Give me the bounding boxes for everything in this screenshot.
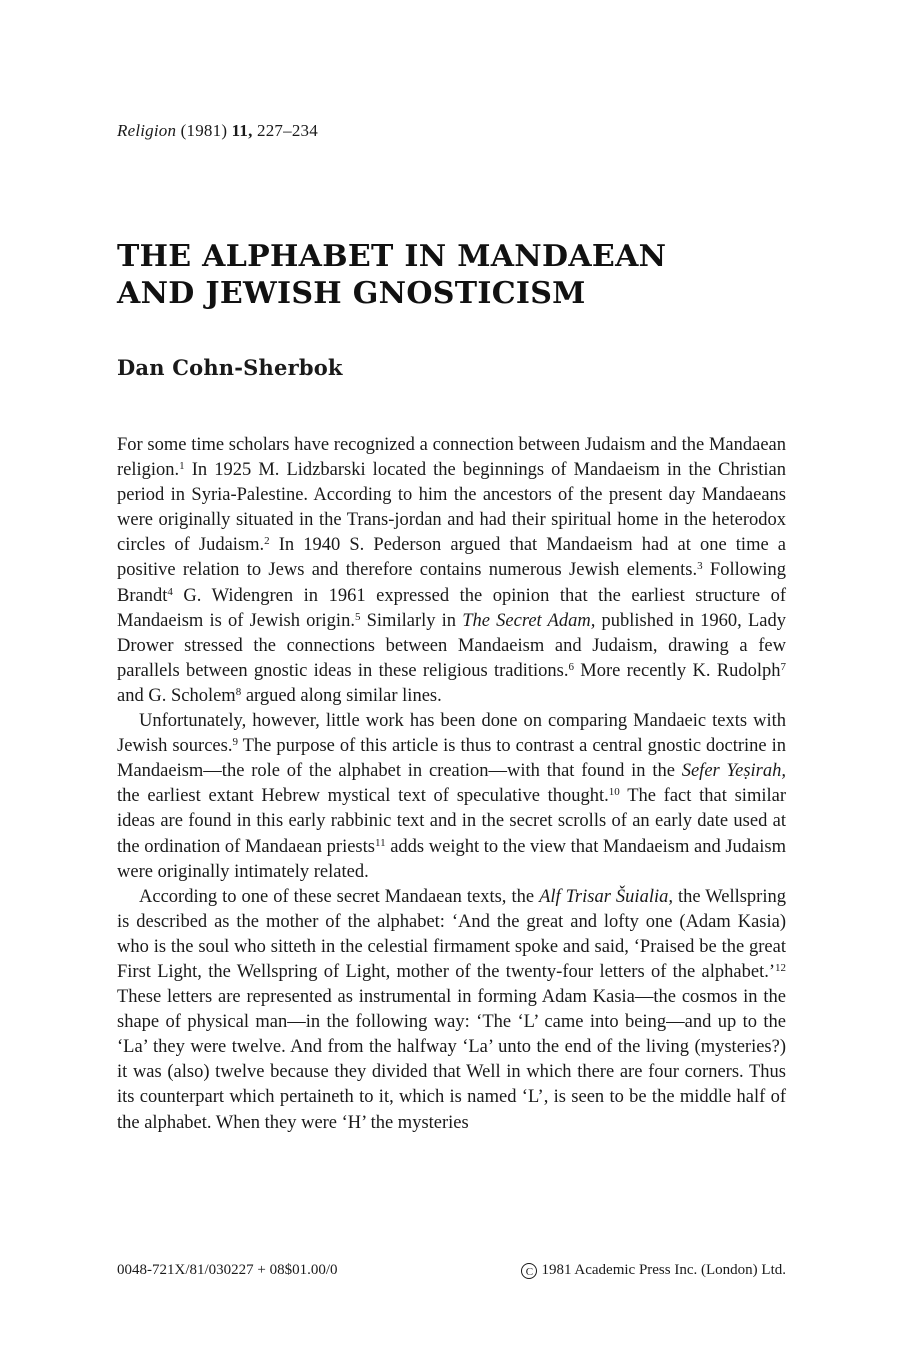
footnote-ref: 11 <box>374 836 386 849</box>
footnote-ref: 10 <box>608 786 620 799</box>
copyright-notice <box>521 1262 786 1279</box>
paragraph-3: According to one of these secret Mandaean texts, the Alf Trisar Šuialia, the Wellspring is described as the mother of the alphabet: ‘And the great and lofty one (Adam Kasia) who is the soul who sitteth in the celestial firmament spoke and said, ‘Praised be the great First Light, the Wellspring of Light, mother of the twenty-four letters of the alphabet.’$^{12}$ These letters are represented as instrumental in forming Adam Kasia—the cosmos in the shape of physical man—in the following way: ‘The ‘L’ came into being—and up to the ‘La’ they were twelve. And from the halfway ‘La’ unto the end of the living (mysteries?) it was (also) twelve because they divided that Well in which there are four corners. Thus its counterpart which pertaineth to it, which is named ‘L’, is seen to be the middle half of the alphabet. When they were ‘H’ the mysteries <box>117 886 786 1133</box>
book-title: The Secret Adam, <box>462 610 596 631</box>
book-title: Sefer Yeṣirah, <box>681 761 786 782</box>
book-title: Alf Trisar Šuialia, <box>539 886 673 907</box>
footnote-ref: 12 <box>775 961 786 974</box>
title-line-2: AND JEWISH GNOSTICISM <box>117 276 586 311</box>
journal-pages: 227–234 <box>257 121 318 140</box>
footnote-ref: 1 <box>179 460 185 473</box>
article-code: 0048-721X/81/030227 + 08$01.00/0 <box>117 1262 338 1278</box>
footnote-ref: 6 <box>568 660 574 673</box>
title-line-1: THE ALPHABET IN MANDAEAN <box>117 239 667 274</box>
footnote-ref: 9 <box>232 736 238 749</box>
footnote-ref: 8 <box>235 685 242 698</box>
journal-citation <box>117 121 318 141</box>
page-footer <box>117 1262 786 1279</box>
copyright-text: 1981 Academic Press Inc. (London) Ltd. <box>541 1262 786 1278</box>
footnote-ref: 3 <box>697 560 703 573</box>
paragraph-1: For some time scholars have recognized a connection between Judaism and the Mandaean religion.$^1$ In 1925 M. Lidzbarski located the beginnings of Mandaeism in the Christian period in Syria-Palestine. According to him the ancestors of the present day Mandaeans were originally situated in the Trans-jordan and had their spiritual home in the heterodox circles of Judaism.$^2$ In 1940 S. Pederson argued that Mandaeism had at one time a positive relation to Jews and therefore contains numerous Jewish elements.$^3$ Following Brandt$^4$ G. Widengren in 1961 expressed the opinion that the earliest structure of Mandaeism is of Jewish origin.$^5$ Similarly in The Secret Adam, published in 1960, Lady Drower stressed the connections between Mandaeism and Judaism, drawing a few parallels between gnostic ideas in these religious traditions.$^6$ More recently K. Rudolph$^7$ and G. Scholem$^8$ argued along similar lines. <box>117 435 786 706</box>
footnote-ref: 4 <box>167 585 173 598</box>
journal-year: (1981) <box>180 121 228 140</box>
article-title <box>117 238 666 312</box>
journal-name: Religion <box>117 121 177 140</box>
copyright-icon: C <box>521 1263 537 1279</box>
article-body <box>117 433 786 1136</box>
article-author: Dan Cohn-Sherbok <box>117 355 343 380</box>
paragraph-2: Unfortunately, however, little work has been done on comparing Mandaeic texts with Jewish sources.$^9$ The purpose of this article is thus to contrast a central gnostic doctrine in Mandaeism—the role of the alphabet in creation—with that found in the Sefer Yeṣirah, the earliest extant Hebrew mystical text of speculative thought.$^{10}$ The fact that similar ideas are found in this early rabbinic text and in the secret scrolls of an early date used at the ordination of Mandaean priests$^{11}$ adds weight to the view that Mandaeism and Judaism were originally intimately related. <box>117 711 787 882</box>
journal-volume: 11, <box>231 121 253 140</box>
footnote-ref: 2 <box>264 535 270 548</box>
footnote-ref: 5 <box>354 610 361 623</box>
footnote-ref: 7 <box>780 660 786 673</box>
